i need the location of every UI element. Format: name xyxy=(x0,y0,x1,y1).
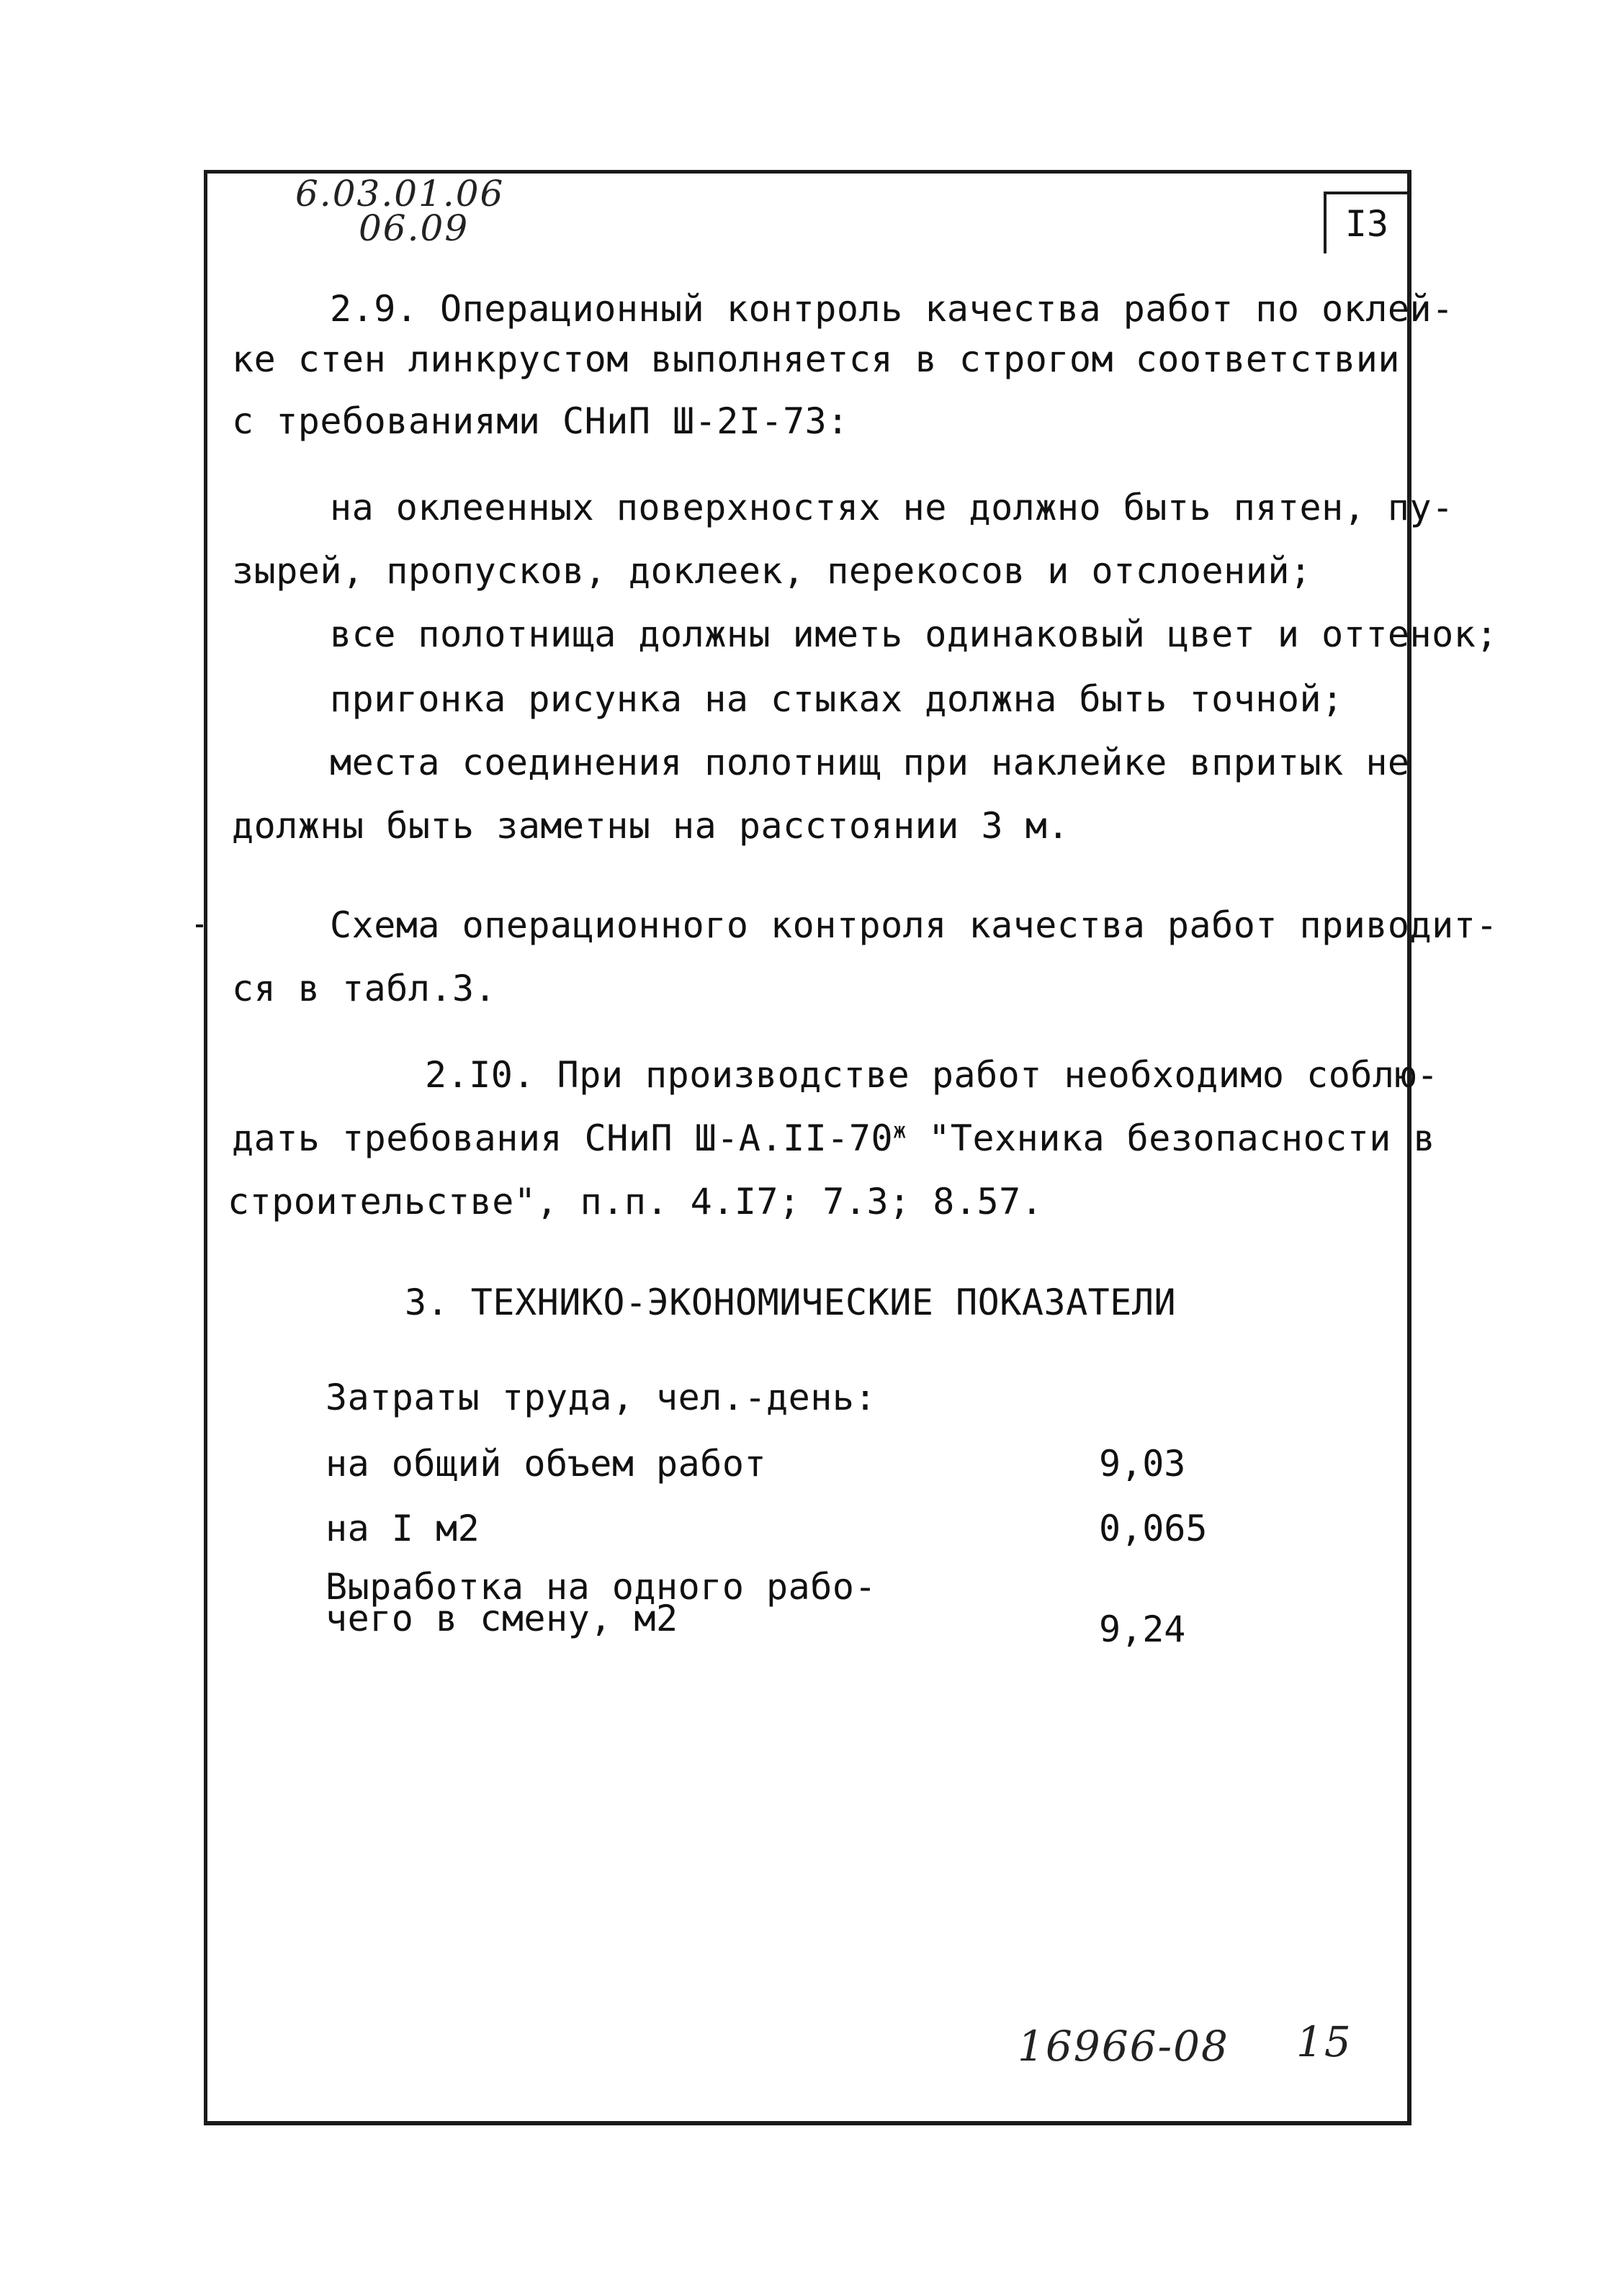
section-2-9-line1: 2.9. Операционный контроль качества работ по оклей- xyxy=(330,288,1454,330)
output-label xyxy=(326,1566,877,1639)
page-number: I3 xyxy=(1345,203,1389,245)
section-2-10-line1: 2.I0. При производстве работ необходимо соблю- xyxy=(425,1054,1439,1096)
section-2-9-line3: с требованиями СНиП Ш-2I-73: xyxy=(232,400,849,442)
page-number-box xyxy=(1324,192,1407,253)
requirement-line6: должны быть заметны на расстоянии 3 м. xyxy=(232,805,1069,847)
requirement-line5: места соединения полотнищ при наклейке впритык не xyxy=(330,742,1410,783)
row-per-m2-label: на I м2 xyxy=(326,1508,480,1549)
output-value: 9,24 xyxy=(1099,1608,1186,1650)
handwritten-code-line2: 06.09 xyxy=(359,207,470,249)
section-2-10-line3: строительстве", п.п. 4.I7; 7.3; 8.57. xyxy=(228,1181,1043,1223)
output-label-line1: Выработка на одного рабо- xyxy=(326,1566,877,1608)
section-3-heading: 3. ТЕХНИКО-ЭКОНОМИЧЕСКИЕ ПОКАЗАТЕЛИ xyxy=(405,1282,1177,1323)
scheme-line2: ся в табл.3. xyxy=(232,968,497,1009)
row-total-value: 9,03 xyxy=(1099,1443,1186,1485)
footer-sheet-number: 15 xyxy=(1296,2017,1352,2066)
margin-tick xyxy=(196,924,203,927)
requirement-line2: зырей, пропусков, доклеек, перекосов и отслоений; xyxy=(232,550,1312,592)
requirement-line3: все полотнища должны иметь одинаковый цвет и оттенок; xyxy=(330,613,1498,655)
scheme-line1: Схема операционного контроля качества работ приводит- xyxy=(330,904,1498,946)
row-total-label: на общий объем работ xyxy=(326,1443,767,1485)
requirement-line4: пригонка рисунка на стыках должна быть точной; xyxy=(330,678,1344,720)
footer-doc-code: 16966-08 xyxy=(1018,2022,1229,2071)
section-2-9-line2: ке стен линкрустом выполняется в строгом соответствии xyxy=(232,338,1400,380)
labor-label: Затраты труда, чел.-день: xyxy=(326,1377,877,1418)
handwritten-code-line1: 6.03.01.06 xyxy=(295,173,505,215)
section-2-10-line2 xyxy=(232,1117,1435,1159)
requirement-line1: на оклеенных поверхностях не должно быть пятен, пу- xyxy=(330,487,1454,528)
section-2-10-line2-main: дать требования СНиП Ш-А.II-70 xyxy=(232,1117,894,1159)
output-label-line2: чего в смену, м2 xyxy=(326,1598,678,1639)
superscript-mark: ж xyxy=(893,1118,907,1144)
row-per-m2-value: 0,065 xyxy=(1099,1508,1208,1549)
section-2-10-line2-tail: "Техника безопасности в xyxy=(906,1117,1436,1159)
